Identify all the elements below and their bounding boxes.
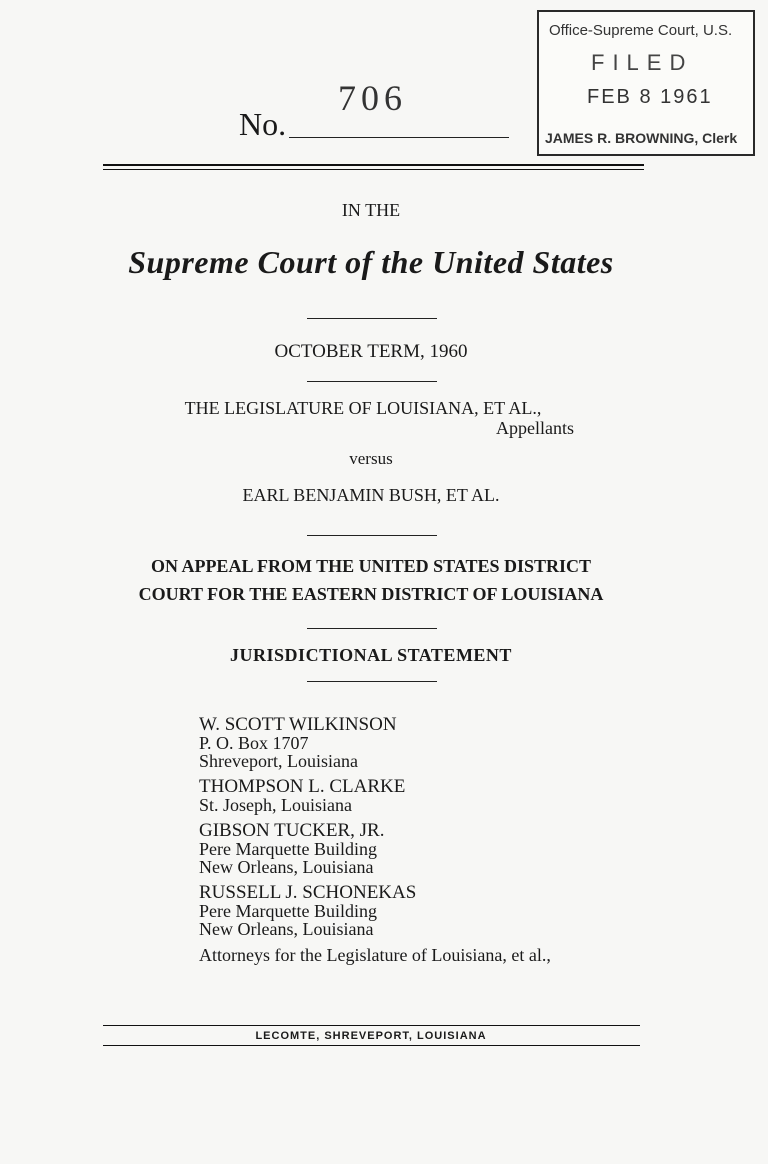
appeal-line-2: COURT FOR THE EASTERN DISTRICT OF LOUISIANA [138,584,604,604]
section-divider [307,381,437,382]
section-divider [307,628,437,629]
stamp-office: Office-Supreme Court, U.S. [549,22,733,39]
header-rule-thin [103,169,644,170]
attorney-name: RUSSELL J. SCHONEKAS [199,882,417,903]
attorney-name: THOMPSON L. CLARKE [199,776,406,797]
docket-underline [289,137,509,138]
appellants-role: Appellants [496,418,574,438]
attorney-name: GIBSON TUCKER, JR. [199,820,385,841]
stamp-clerk: JAMES R. BROWNING, Clerk [545,130,738,146]
filed-stamp [537,10,755,156]
appellants-name: THE LEGISLATURE OF LOUISIANA, ET AL., [184,398,542,418]
docket-label: No. [239,106,287,142]
attorney-entry [199,822,551,876]
stamp-date: FEB 8 1961 [587,86,713,108]
docket-number: 706 [338,78,407,118]
printer-imprint: LECOMTE, SHREVEPORT, LOUISIANA [255,1030,487,1042]
attorney-entry [199,884,551,938]
appeal-line-1: ON APPEAL FROM THE UNITED STATES DISTRICT [150,556,592,576]
footer-rule [103,1045,640,1046]
attorney-entry [199,778,551,814]
term-heading: OCTOBER TERM, 1960 [274,341,468,362]
attorney-address: Pere Marquette Building [199,901,377,921]
attorney-address: St. Joseph, Louisiana [199,795,352,815]
stamp-filed: FILED [591,50,694,75]
in-the-heading: IN THE [341,200,401,220]
section-divider [307,318,437,319]
attorneys-block [199,716,551,964]
attorney-address: Shreveport, Louisiana [199,751,358,771]
attorney-address: New Orleans, Louisiana [199,919,374,939]
attorney-entry [199,716,551,770]
attorney-address: Pere Marquette Building [199,839,377,859]
header-rule [103,164,644,166]
attorney-address: P. O. Box 1707 [199,733,309,753]
attorney-address: New Orleans, Louisiana [199,857,374,877]
court-title: Supreme Court of the United States [128,244,614,280]
section-divider [307,681,437,682]
versus-label: versus [349,449,393,468]
section-divider [307,535,437,536]
attorneys-for: Attorneys for the Legislature of Louisiana, et al., [199,945,551,965]
footer-rule [103,1025,640,1026]
appellees-name: EARL BENJAMIN BUSH, ET AL. [242,485,500,505]
attorney-name: W. SCOTT WILKINSON [199,714,397,735]
document-title: JURISDICTIONAL STATEMENT [230,645,512,665]
